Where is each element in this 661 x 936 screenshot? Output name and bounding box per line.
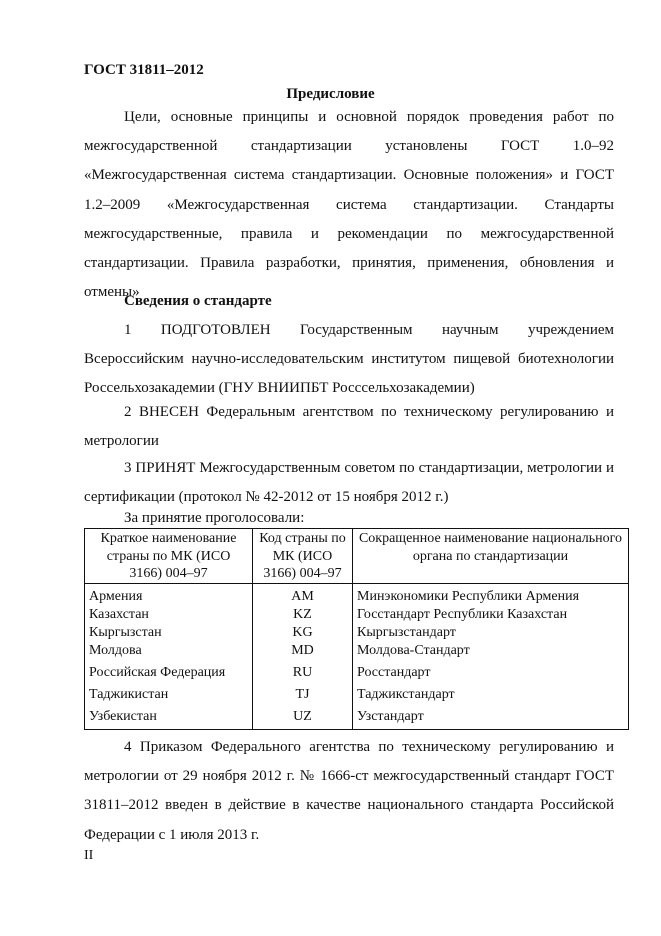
table-row	[85, 624, 629, 642]
table-row	[85, 583, 629, 606]
country-name: Таджикистан	[85, 682, 253, 704]
table-header-row	[85, 529, 629, 584]
country-name: Молдова	[85, 642, 253, 660]
table-row	[85, 642, 629, 660]
country-code: AM	[253, 583, 353, 606]
foreword-text: Цели, основные принципы и основной порядок проведения работ по межгосударственной стандартизации установлены ГОСТ 1.0–92 «Межгосударственная система стандартизации. Основные положения» и ГОСТ 1.2–2009 «Межгосударственная система стандартизации. Стандарты межгосударственные, правила и рекомендации по межгосударственной стандартизации. Правила разработки, принятия, применения, обновления и отмены»	[84, 109, 614, 301]
standard-code-header: ГОСТ 31811–2012	[84, 62, 204, 78]
table-row	[85, 682, 629, 704]
country-code: RU	[253, 660, 353, 682]
header-country-code: Код страны по МК (ИСО 3166) 004–97	[253, 529, 353, 584]
info-item-2: 2 ВНЕСЕН Федеральным агентством по техническому регулированию и метрологии	[84, 404, 614, 450]
country-code: KG	[253, 624, 353, 642]
country-code: TJ	[253, 682, 353, 704]
country-code: UZ	[253, 704, 353, 730]
country-name: Казахстан	[85, 606, 253, 624]
country-name: Узбекистан	[85, 704, 253, 730]
country-name: Российская Федерация	[85, 660, 253, 682]
foreword-title: Предисловие	[286, 86, 375, 102]
table-row	[85, 660, 629, 682]
header-country-name: Краткое наименование страны по МК (ИСО 3166) 004–97	[85, 529, 253, 584]
header-standards-body: Сокращенное наименование национального органа по стандартизации	[353, 529, 629, 584]
table-row	[85, 606, 629, 624]
table-row	[85, 704, 629, 730]
country-name: Армения	[85, 583, 253, 606]
info-item-1: 1 ПОДГОТОВЛЕН Государственным научным учреждением Всероссийским научно-исследовательским институтом пищевой биотехнологии Россельхозакадемии (ГНУ ВНИИПБТ Росссельхозакадемии)	[84, 322, 614, 397]
standards-body: Таджикстандарт	[353, 682, 629, 704]
standards-body: Росстандарт	[353, 660, 629, 682]
member-states-table	[84, 528, 629, 730]
standard-info-title: Сведения о стандарте	[124, 293, 272, 309]
standards-body: Молдова-Стандарт	[353, 642, 629, 660]
country-code: KZ	[253, 606, 353, 624]
page-number: II	[84, 848, 94, 863]
standards-body: Узстандарт	[353, 704, 629, 730]
info-item-4: 4 Приказом Федерального агентства по техническому регулированию и метрологии от 29 ноября 2012 г. № 1666-ст межгосударственный стандарт ГОСТ 31811–2012 введен в действие в качестве национального стандарта Российской Федерации с 1 июля 2013 г.	[84, 739, 614, 843]
standards-body: Минэкономики Республики Армения	[353, 583, 629, 606]
country-name: Кыргызстан	[85, 624, 253, 642]
vote-label: За принятие проголосовали:	[124, 510, 305, 526]
country-code: MD	[253, 642, 353, 660]
standards-body: Кыргызстандарт	[353, 624, 629, 642]
standards-body: Госстандарт Республики Казахстан	[353, 606, 629, 624]
info-item-3: 3 ПРИНЯТ Межгосударственным советом по стандартизации, метрологии и сертификации (протокол № 42-2012 от 15 ноября 2012 г.)	[84, 460, 614, 506]
